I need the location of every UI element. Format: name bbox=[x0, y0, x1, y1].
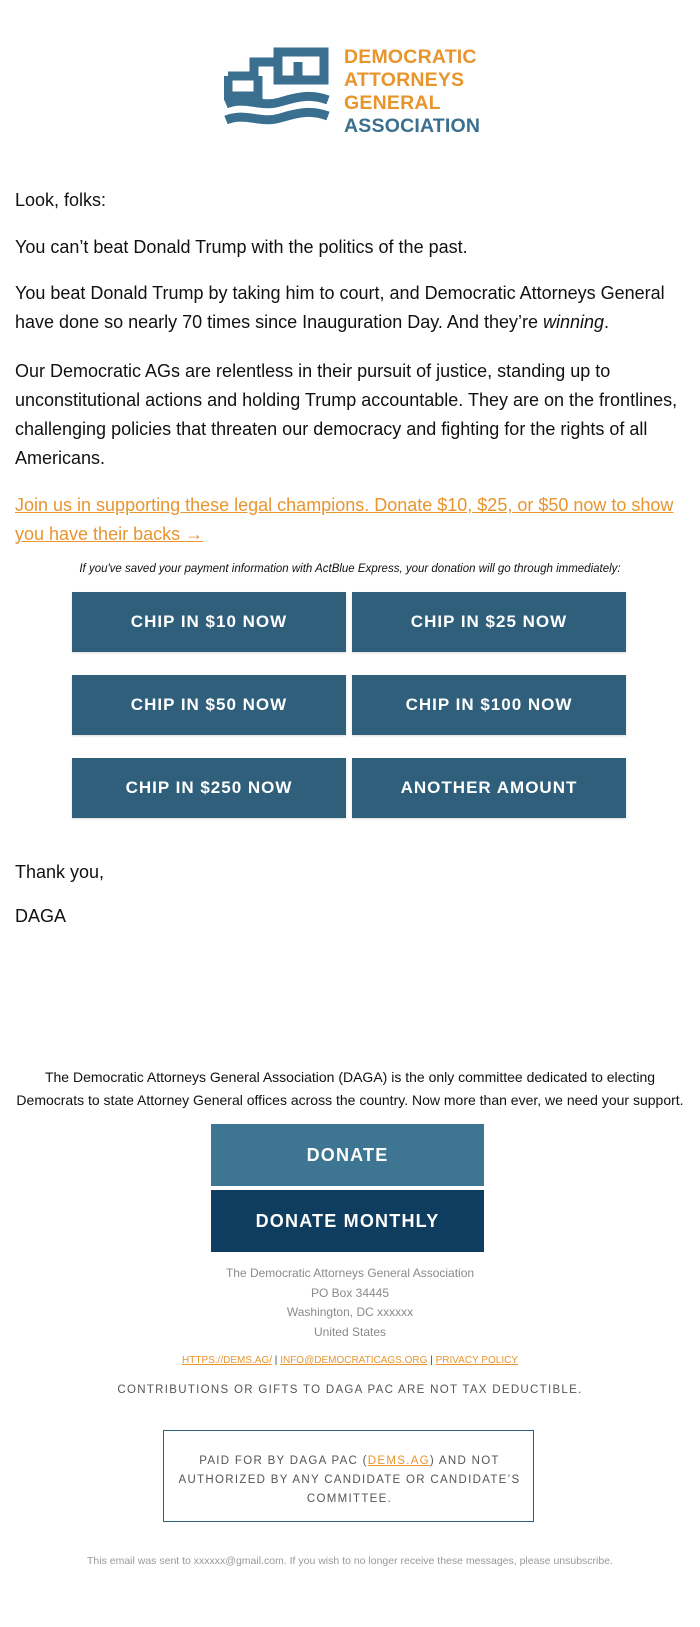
dems-ag-link[interactable]: DEMS.AG bbox=[367, 1455, 430, 1467]
paid-for-text-end: ) AND NOT AUTHORIZED BY ANY CANDIDATE OR CANDIDATE’S COMMITTEE. bbox=[178, 1455, 521, 1505]
tax-disclaimer: CONTRIBUTIONS OR GIFTS TO DAGA PAC ARE NOT TAX DEDUCTIBLE. bbox=[117, 1384, 583, 1396]
paragraph-relentless: Our Democratic AGs are relentless in their pursuit of justice, standing up to unconstitutional actions and holding Trump accountable. They are on the frontlines, challenging policies that threaten our democracy and fighting for the rights of all Americans. bbox=[15, 361, 678, 468]
unsubscribe-note: This email was sent to xxxxxx@gmail.com. If you wish to no longer receive these messages, please unsubscribe. bbox=[87, 1555, 613, 1567]
website-link[interactable]: HTTPS://DEMS.AG/ bbox=[182, 1355, 273, 1366]
chip-in-100-button[interactable]: CHIP IN $100 NOW bbox=[352, 675, 626, 735]
daga-logo-icon bbox=[224, 46, 330, 128]
address-org: The Democratic Attorneys General Association bbox=[225, 1266, 475, 1280]
chip-in-10-button[interactable]: CHIP IN $10 NOW bbox=[72, 592, 346, 652]
donate-cta-link[interactable]: Join us in supporting these legal champions. Donate $10, $25, or $50 now to show you have their backs → bbox=[15, 495, 674, 544]
paragraph-politics: You can’t beat Donald Trump with the politics of the past. bbox=[15, 237, 468, 257]
donate-button[interactable]: DONATE bbox=[211, 1124, 484, 1186]
chip-in-50-button[interactable]: CHIP IN $50 NOW bbox=[72, 675, 346, 735]
paid-for-disclaimer-box bbox=[163, 1430, 534, 1522]
privacy-policy-link[interactable]: PRIVACY POLICY bbox=[435, 1355, 518, 1366]
footer-links bbox=[0, 1355, 700, 1366]
link-separator: | bbox=[430, 1355, 433, 1366]
chip-in-25-button[interactable]: CHIP IN $25 NOW bbox=[352, 592, 626, 652]
link-separator: | bbox=[274, 1355, 278, 1366]
signoff-name: DAGA bbox=[15, 906, 67, 926]
daga-logo[interactable] bbox=[224, 44, 481, 137]
email-link[interactable]: INFO@DEMOCRATICAGS.ORG bbox=[280, 1355, 428, 1366]
paragraph-court-end: . bbox=[604, 312, 610, 332]
donate-monthly-button[interactable]: DONATE MONTHLY bbox=[211, 1190, 484, 1252]
chip-in-250-button[interactable]: CHIP IN $250 NOW bbox=[72, 758, 346, 818]
address-country: United States bbox=[313, 1324, 387, 1339]
paid-for-disclaimer bbox=[178, 1452, 521, 1509]
logo-line-3: GENERAL bbox=[344, 92, 441, 114]
footer-blurb: The Democratic Attorneys General Association (DAGA) is the only committee dedicated to electing Democrats to state Attorney General offices across the country. Now more than ever, we need your support. bbox=[16, 1069, 684, 1108]
address-po-box: PO Box 34445 bbox=[310, 1285, 390, 1300]
another-amount-button[interactable]: ANOTHER AMOUNT bbox=[352, 758, 626, 818]
paragraph-court bbox=[15, 279, 685, 337]
paragraph-court-text: You beat Donald Trump by taking him to court, and Democratic Attorneys General have done so nearly 70 times since Inauguration Day. And they’re bbox=[15, 283, 665, 332]
mailing-address bbox=[0, 1264, 700, 1342]
signoff-thanks: Thank you, bbox=[15, 862, 105, 882]
logo-wordmark bbox=[344, 46, 480, 138]
logo-line-4: ASSOCIATION bbox=[344, 115, 481, 137]
greeting: Look, folks: bbox=[15, 190, 107, 210]
logo-line-1: DEMOCRATIC bbox=[344, 46, 477, 68]
paragraph-court-emphasis: winning bbox=[543, 312, 605, 332]
actblue-note: If you've saved your payment information with ActBlue Express, your donation will go through immediately: bbox=[79, 563, 621, 575]
paid-for-text-start: PAID FOR BY DAGA PAC ( bbox=[199, 1455, 368, 1467]
logo-line-2: ATTORNEYS bbox=[344, 69, 465, 91]
address-city: Washington, DC xxxxxx bbox=[286, 1305, 414, 1319]
